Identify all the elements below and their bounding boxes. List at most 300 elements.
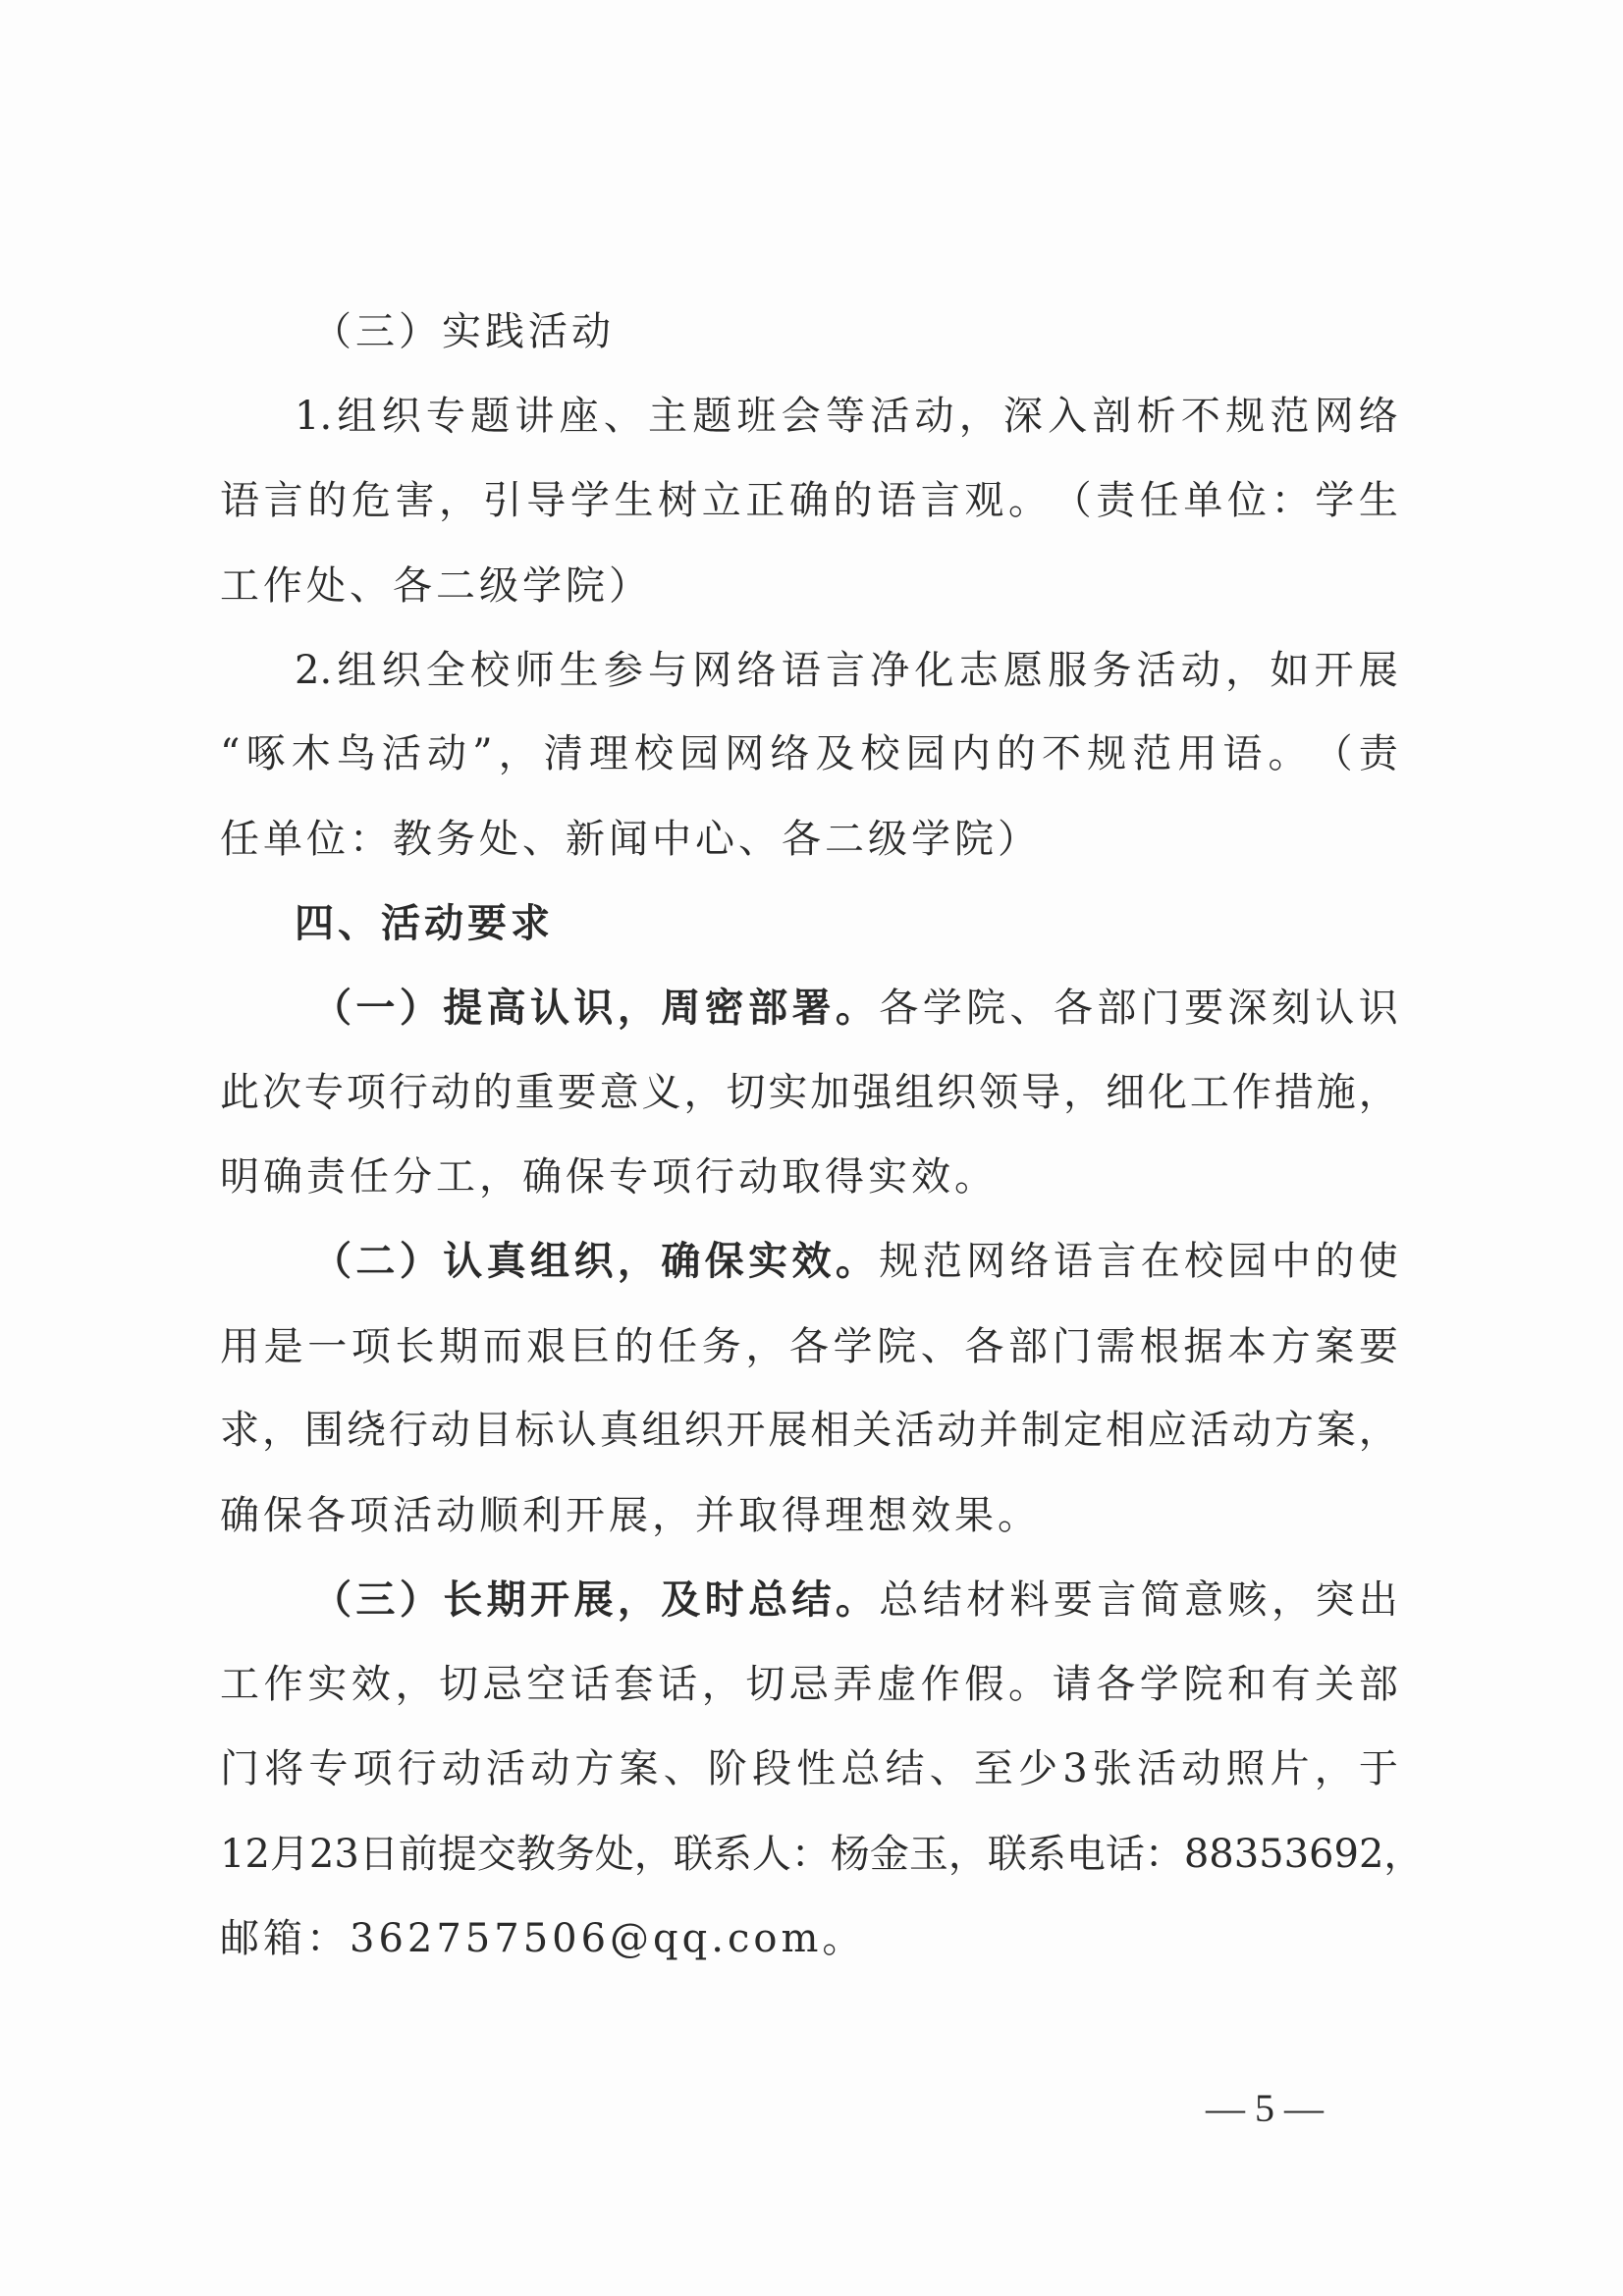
glyph: 活	[1137, 1746, 1177, 1791]
glyph: 目	[472, 1408, 513, 1453]
glyph: 规	[1225, 394, 1266, 439]
glyph: 期	[486, 1576, 526, 1623]
glyph: 语	[877, 478, 917, 523]
glyph: 校	[470, 648, 511, 693]
glyph: 的	[1315, 1239, 1355, 1284]
glyph: 务	[555, 1832, 595, 1877]
glyph: 活	[1189, 1408, 1229, 1453]
glyph: 生	[614, 478, 654, 523]
glyph: ，	[617, 985, 657, 1031]
glyph: 2.	[295, 648, 333, 693]
glyph: 动	[430, 1408, 470, 1453]
glyph: 3	[1062, 1746, 1088, 1791]
glyph: 提	[443, 985, 483, 1031]
glyph: 用	[220, 1324, 259, 1369]
glyph: 真	[486, 1238, 526, 1284]
glyph: 杨	[830, 1832, 870, 1877]
glyph: 细	[1106, 1070, 1146, 1115]
glyph: 交	[476, 1832, 516, 1877]
glyph: 认	[443, 1238, 483, 1284]
glyph: 清	[543, 731, 583, 776]
glyph: 开	[726, 1408, 766, 1453]
glyph: 题	[692, 394, 732, 439]
glyph: 动	[1231, 1408, 1271, 1453]
glyph: 务	[1092, 648, 1132, 693]
glyph: 金	[869, 1832, 909, 1877]
glyph: 危	[351, 478, 391, 523]
page-number: — 5 —	[1206, 2086, 1324, 2130]
glyph: ，	[439, 478, 479, 523]
glyph: 效	[791, 1238, 832, 1284]
glyph: 巨	[569, 1324, 610, 1369]
glyph: 立	[701, 478, 741, 523]
glyph: 络	[1358, 394, 1398, 439]
glyph: 12	[220, 1832, 270, 1877]
glyph: 言	[920, 478, 960, 523]
glyph: 工	[1189, 1070, 1229, 1115]
glyph: 总	[879, 1577, 919, 1623]
glyph: 网	[966, 1239, 1006, 1284]
glyph: 系	[1026, 1832, 1066, 1877]
glyph: 师	[514, 648, 555, 693]
glyph: 义	[641, 1070, 681, 1115]
paragraph-line	[220, 1324, 1398, 1369]
glyph: 玉	[908, 1832, 948, 1877]
glyph: 虚	[877, 1662, 917, 1707]
glyph: 用	[1177, 731, 1217, 776]
glyph: 简	[1140, 1577, 1180, 1623]
glyph: 联	[673, 1832, 713, 1877]
glyph: ：	[1144, 1832, 1184, 1877]
glyph: 开	[530, 1576, 570, 1623]
glyph: 织	[381, 394, 421, 439]
glyph: ，	[745, 1324, 785, 1369]
glyph: 导	[1021, 1070, 1061, 1115]
glyph: 项	[352, 1746, 393, 1791]
glyph: ，	[498, 731, 538, 776]
glyph: （	[1313, 731, 1353, 776]
glyph: 系	[712, 1832, 752, 1877]
paragraph-line	[295, 648, 1398, 693]
glyph: 电	[1065, 1832, 1106, 1877]
glyph: 啄	[245, 731, 286, 776]
glyph: 学	[833, 1324, 873, 1369]
glyph: （	[312, 985, 352, 1031]
paragraph-line	[295, 394, 1398, 439]
glyph: 院	[1183, 1662, 1223, 1707]
glyph: 范	[922, 1239, 962, 1284]
glyph: 化	[1147, 1070, 1187, 1115]
glyph: 总	[748, 1576, 788, 1623]
glyph: 院	[877, 1324, 917, 1369]
glyph: 切	[439, 1662, 479, 1707]
glyph: 假	[964, 1662, 1004, 1707]
glyph: 与	[648, 648, 688, 693]
glyph: 料	[1009, 1577, 1050, 1623]
glyph: 动	[427, 731, 466, 776]
glyph: 展	[768, 1408, 808, 1453]
glyph: ）	[399, 985, 439, 1031]
glyph: ，	[1225, 648, 1266, 693]
glyph: 话	[658, 1662, 698, 1707]
glyph: 行	[397, 1746, 437, 1791]
glyph: 园	[679, 731, 720, 776]
glyph: ）	[399, 1576, 439, 1623]
glyph: 关	[1315, 1662, 1355, 1707]
glyph: 前	[398, 1832, 438, 1877]
glyph: 观	[964, 478, 1004, 523]
glyph: 方	[1273, 1408, 1314, 1453]
glyph: ”	[472, 731, 493, 776]
glyph: 责	[1358, 731, 1398, 776]
glyph: 识	[1358, 986, 1398, 1031]
glyph: 期	[439, 1324, 479, 1369]
glyph: 一	[307, 1324, 348, 1369]
glyph: 的	[307, 478, 348, 523]
glyph: 效	[351, 1662, 391, 1707]
glyph: 鸟	[336, 731, 376, 776]
glyph: 的	[996, 731, 1036, 776]
glyph: 张	[1092, 1746, 1132, 1791]
glyph: 根	[1139, 1324, 1179, 1369]
glyph: 制	[1021, 1408, 1061, 1453]
glyph: 处	[594, 1832, 634, 1877]
glyph: 工	[220, 1662, 259, 1707]
glyph: 言	[263, 478, 303, 523]
glyph: 确	[788, 478, 829, 523]
glyph: 。	[835, 1238, 875, 1284]
glyph: 深	[1227, 986, 1268, 1031]
glyph: 净	[870, 648, 910, 693]
glyph: 组	[337, 394, 377, 439]
glyph: 在	[1140, 1239, 1180, 1284]
glyph: 网	[692, 648, 732, 693]
glyph: 是	[263, 1324, 303, 1369]
glyph: ，	[1358, 1408, 1398, 1453]
glyph: 织	[381, 648, 421, 693]
glyph: 动	[441, 1746, 481, 1791]
glyph: 忌	[788, 1662, 829, 1707]
glyph: 要	[557, 1070, 597, 1115]
glyph: 提	[437, 1832, 477, 1877]
glyph: 请	[1052, 1662, 1092, 1707]
glyph: 语	[220, 478, 259, 523]
glyph: 需	[1096, 1324, 1136, 1369]
section-heading-requirements: 四、活动要求	[295, 900, 554, 946]
glyph: 阶	[707, 1746, 747, 1791]
glyph: 中	[1271, 1239, 1311, 1284]
glyph: 任	[658, 1324, 698, 1369]
glyph: 。	[1268, 731, 1308, 776]
paragraph-line: 任单位：教务处、新闻中心、各二级学院）	[220, 817, 1041, 862]
glyph: 要	[1053, 1577, 1093, 1623]
glyph: 志	[958, 648, 999, 693]
glyph: 真	[599, 1408, 639, 1453]
glyph: 各	[964, 1324, 1004, 1369]
glyph: 要	[1358, 1324, 1398, 1369]
glyph: 部	[1358, 1662, 1398, 1707]
glyph: 三	[355, 1576, 396, 1623]
glyph: 络	[770, 731, 810, 776]
glyph: 活	[894, 1408, 935, 1453]
paragraph-line	[312, 985, 1398, 1031]
glyph: 木	[291, 731, 331, 776]
glyph: 语	[1222, 731, 1263, 776]
glyph: 弄	[833, 1662, 873, 1707]
paragraph-line	[312, 1238, 1398, 1284]
glyph: 各	[788, 1324, 829, 1369]
glyph: 理	[588, 731, 628, 776]
glyph: ，	[633, 1832, 674, 1877]
glyph: ，	[395, 1662, 435, 1707]
glyph: 将	[264, 1746, 304, 1791]
glyph: 加	[810, 1070, 850, 1115]
glyph: ：	[790, 1832, 831, 1877]
glyph: 密	[704, 985, 744, 1031]
glyph: 话	[569, 1662, 610, 1707]
glyph: 艰	[526, 1324, 567, 1369]
glyph: 材	[966, 1577, 1006, 1623]
glyph: 语	[781, 648, 821, 693]
glyph: 的	[472, 1070, 513, 1115]
glyph: 动	[1180, 648, 1220, 693]
glyph: 织	[937, 1070, 977, 1115]
glyph: 言	[1097, 1577, 1137, 1623]
glyph: 树	[658, 478, 698, 523]
glyph: 单	[1183, 478, 1223, 523]
glyph: 片	[1270, 1746, 1310, 1791]
glyph: 、	[920, 1324, 960, 1369]
glyph: 标	[514, 1408, 555, 1453]
glyph: 一	[355, 985, 396, 1031]
glyph: 入	[1048, 394, 1088, 439]
section-subheading-practice: （三）实践活动	[312, 309, 615, 354]
glyph: 结	[885, 1746, 925, 1791]
glyph: 有	[1271, 1662, 1311, 1707]
glyph: 规	[1087, 731, 1127, 776]
glyph: 。	[1007, 1662, 1048, 1707]
glyph: 总	[840, 1746, 881, 1791]
glyph: 主	[648, 394, 688, 439]
glyph: 如	[1270, 648, 1310, 693]
glyph: 学	[1315, 478, 1355, 523]
glyph: 活	[486, 1746, 526, 1791]
paragraph-line	[312, 1576, 1398, 1623]
glyph: 案	[1316, 1408, 1356, 1453]
glyph: 部	[1007, 1324, 1048, 1369]
glyph: 学	[569, 478, 610, 523]
glyph: 专	[303, 1070, 344, 1115]
glyph: 展	[1358, 648, 1398, 693]
glyph: 意	[1184, 1577, 1224, 1623]
glyph: 绕	[346, 1408, 386, 1453]
glyph: 人	[751, 1832, 791, 1877]
glyph: 赅	[1227, 1577, 1268, 1623]
glyph: 识	[573, 985, 614, 1031]
glyph: 不	[1041, 731, 1081, 776]
glyph: 内	[950, 731, 991, 776]
glyph: 。	[835, 985, 875, 1031]
glyph: 时	[704, 1576, 744, 1623]
glyph: 日	[358, 1832, 399, 1877]
glyph: 教	[515, 1832, 556, 1877]
glyph: 要	[1184, 986, 1224, 1031]
glyph: ，	[1383, 1832, 1424, 1877]
paragraph-line	[220, 1408, 1398, 1453]
glyph: 门	[1140, 986, 1180, 1031]
paragraph-line	[220, 1662, 1398, 1707]
glyph: 认	[1315, 986, 1355, 1031]
glyph: 深	[1002, 394, 1043, 439]
glyph: 并	[979, 1408, 1019, 1453]
glyph: 园	[1227, 1239, 1268, 1284]
glyph: 。	[835, 1576, 875, 1623]
glyph: 会	[781, 394, 821, 439]
glyph: ）	[399, 1238, 439, 1284]
glyph: ，	[1271, 1577, 1311, 1623]
glyph: 化	[914, 648, 954, 693]
glyph: 范	[1270, 394, 1310, 439]
glyph: 相	[1106, 1408, 1146, 1453]
glyph: 的	[833, 478, 873, 523]
glyph: 害	[395, 478, 435, 523]
glyph: 剖	[1092, 394, 1132, 439]
glyph: 、	[929, 1746, 969, 1791]
glyph: 活	[870, 394, 910, 439]
glyph: 动	[937, 1408, 977, 1453]
paragraph-line	[220, 1832, 1424, 1877]
glyph: 范	[1132, 731, 1172, 776]
glyph: 务	[701, 1324, 741, 1369]
glyph: 座	[559, 394, 599, 439]
glyph: ，	[947, 1832, 988, 1877]
glyph: 校	[634, 731, 674, 776]
glyph: 言	[1097, 1239, 1137, 1284]
glyph: 组	[894, 1070, 935, 1115]
glyph: 。	[1007, 478, 1048, 523]
glyph: 定	[1063, 1408, 1104, 1453]
glyph: 门	[220, 1746, 259, 1791]
glyph: 重	[514, 1070, 555, 1115]
glyph: 少	[1018, 1746, 1058, 1791]
glyph: 规	[879, 1239, 919, 1284]
glyph: 套	[614, 1662, 654, 1707]
glyph: ，	[701, 1662, 741, 1707]
glyph: 长	[443, 1576, 483, 1623]
glyph: 动	[1181, 1746, 1221, 1791]
glyph: 各	[1096, 1662, 1136, 1707]
glyph: ，	[1063, 1070, 1104, 1115]
glyph: 应	[1147, 1408, 1187, 1453]
glyph: 而	[482, 1324, 522, 1369]
glyph: 、	[603, 394, 643, 439]
glyph: 责	[1096, 478, 1136, 523]
glyph: 行	[388, 1070, 428, 1115]
glyph: 二	[355, 1238, 396, 1284]
glyph: 结	[922, 1577, 962, 1623]
paragraph-line: 明确责任分工，确保专项行动取得实效。	[220, 1154, 998, 1200]
glyph: 切	[745, 1662, 785, 1707]
glyph: 作	[1231, 1070, 1271, 1115]
glyph: 部	[1097, 986, 1137, 1031]
glyph: 任	[1139, 478, 1179, 523]
glyph: 专	[308, 1746, 349, 1791]
glyph: 织	[573, 1238, 614, 1284]
glyph: 项	[346, 1070, 386, 1115]
glyph: 空	[526, 1662, 567, 1707]
glyph: （	[312, 1576, 352, 1623]
glyph: 月	[269, 1832, 309, 1877]
glyph: 部	[748, 985, 788, 1031]
glyph: 网	[1314, 394, 1354, 439]
glyph: 导	[526, 478, 567, 523]
glyph: 网	[725, 731, 765, 776]
glyph: 方	[574, 1746, 615, 1791]
glyph: 使	[1358, 1239, 1398, 1284]
paragraph-line	[220, 1070, 1398, 1115]
glyph: 作	[920, 1662, 960, 1707]
glyph: ，	[1358, 1070, 1398, 1115]
glyph: 和	[1227, 1662, 1268, 1707]
glyph: 结	[791, 1576, 832, 1623]
glyph: 实	[307, 1662, 348, 1707]
glyph: 生	[559, 648, 599, 693]
glyph: 1.	[295, 394, 333, 439]
glyph: 此	[220, 1070, 259, 1115]
glyph: 88353692	[1183, 1832, 1384, 1877]
glyph: 长	[395, 1324, 435, 1369]
glyph: 突	[1315, 1577, 1355, 1623]
glyph: 求	[220, 1408, 259, 1453]
glyph: 动	[530, 1746, 570, 1791]
glyph: 切	[726, 1070, 766, 1115]
glyph: 本	[1227, 1324, 1268, 1369]
glyph: 析	[1136, 394, 1176, 439]
glyph: 项	[351, 1324, 391, 1369]
glyph: 络	[1009, 1239, 1050, 1284]
glyph: 活	[1136, 648, 1176, 693]
glyph: 动	[430, 1070, 470, 1115]
glyph: 及	[815, 731, 855, 776]
glyph: ，	[617, 1576, 657, 1623]
glyph: 、	[663, 1746, 703, 1791]
glyph: 组	[641, 1408, 681, 1453]
paragraph-line	[220, 478, 1398, 523]
glyph: 织	[683, 1408, 724, 1453]
glyph: 于	[1358, 1746, 1398, 1791]
glyph: 校	[1184, 1239, 1224, 1284]
glyph: 讲	[514, 394, 555, 439]
glyph: 署	[791, 985, 832, 1031]
glyph: 活	[381, 731, 421, 776]
glyph: 院	[966, 986, 1006, 1031]
glyph: 门	[1052, 1324, 1092, 1369]
glyph: 出	[1358, 1577, 1398, 1623]
glyph: 组	[530, 1238, 570, 1284]
glyph: 关	[852, 1408, 893, 1453]
glyph: 引	[482, 478, 522, 523]
glyph: 话	[1105, 1832, 1145, 1877]
glyph: ，	[683, 1070, 724, 1115]
glyph: 案	[1315, 1324, 1355, 1369]
glyph: 全	[425, 648, 465, 693]
glyph: ，	[958, 394, 999, 439]
glyph: 认	[557, 1408, 597, 1453]
glyph: 服	[1048, 648, 1088, 693]
glyph: 组	[337, 648, 377, 693]
glyph: 学	[1139, 1662, 1179, 1707]
glyph: 言	[825, 648, 865, 693]
